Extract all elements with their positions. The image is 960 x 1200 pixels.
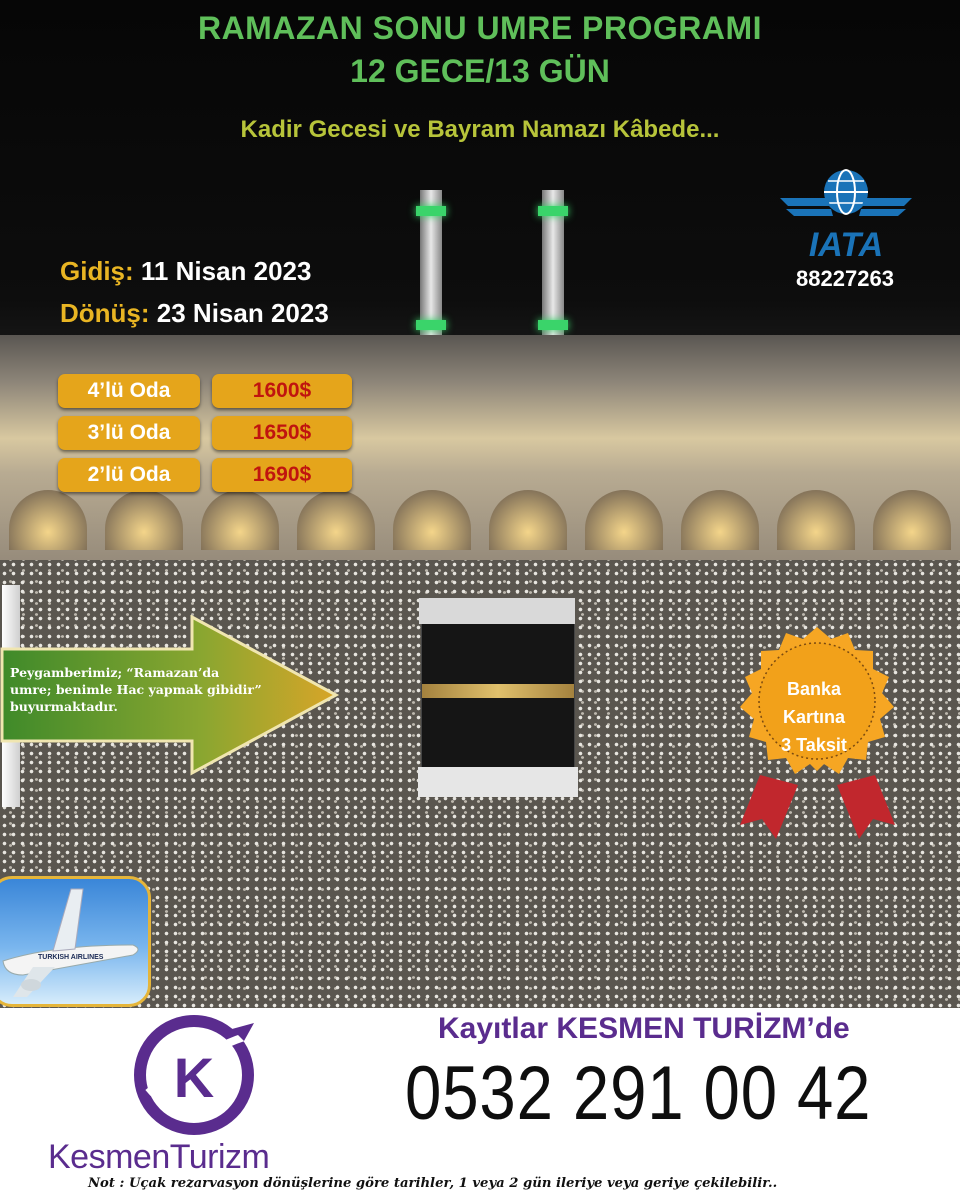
- departure-date: [60, 256, 311, 287]
- quote-line: Peygamberimiz; “Ramazan’da: [10, 665, 220, 680]
- room-price: 1650$: [212, 416, 352, 450]
- airline-text: TURKISH AIRLINES: [38, 954, 104, 961]
- hadith-quote: [10, 664, 300, 715]
- installment-text: [752, 675, 876, 759]
- program-duration: 12 GECE/13 GÜN: [350, 53, 610, 89]
- program-subtitle: Kadir Gecesi ve Bayram Namazı Kâbede...: [240, 116, 720, 143]
- room-price: 1600$: [212, 374, 352, 408]
- minaret-right: [542, 190, 564, 350]
- departure-value: 11 Nisan 2023: [140, 256, 312, 286]
- iata-code: 88227263: [796, 266, 894, 291]
- badge-line: Kartına: [782, 707, 845, 727]
- airplane-icon: [0, 879, 148, 1004]
- footnote: Not : Uçak rezarvasyon dönüşlerine göre tarihler, 1 veya 2 gün ileriye veya geriye çekilebilir..: [88, 1176, 778, 1191]
- return-label: Dönüş:: [60, 298, 150, 328]
- phone-number[interactable]: 0532 291 00 42: [405, 1051, 872, 1136]
- program-title: RAMAZAN SONU UMRE PROGRAMI: [197, 10, 763, 46]
- minaret-left: [420, 190, 442, 350]
- iata-logo: [780, 168, 912, 260]
- brand-name: KesmenTurizm: [48, 1138, 270, 1176]
- room-type: 3’lü Oda: [58, 416, 200, 450]
- kaaba: [421, 605, 575, 792]
- return-date: [60, 298, 329, 329]
- room-type: 4’lü Oda: [58, 374, 200, 408]
- registration-text: Kayıtlar KESMEN TURİZM’de: [438, 1012, 850, 1045]
- quote-line: buyurmaktadır.: [10, 699, 118, 714]
- kesmen-logo: [132, 1013, 256, 1137]
- room-price: 1690$: [212, 458, 352, 492]
- iata-logo-text: IATA: [808, 226, 884, 260]
- departure-label: Gidiş:: [60, 256, 134, 286]
- mosque-arches: [0, 480, 960, 560]
- badge-line: 3 Taksit: [781, 735, 847, 755]
- airplane-image: [0, 876, 151, 1007]
- room-type: 2’lü Oda: [58, 458, 200, 492]
- badge-line: Banka: [786, 679, 842, 699]
- return-value: 23 Nisan 2023: [156, 298, 329, 328]
- quote-line: umre; benimle Hac yapmak gibidir”: [10, 682, 262, 697]
- logo-letter: K: [173, 1046, 215, 1109]
